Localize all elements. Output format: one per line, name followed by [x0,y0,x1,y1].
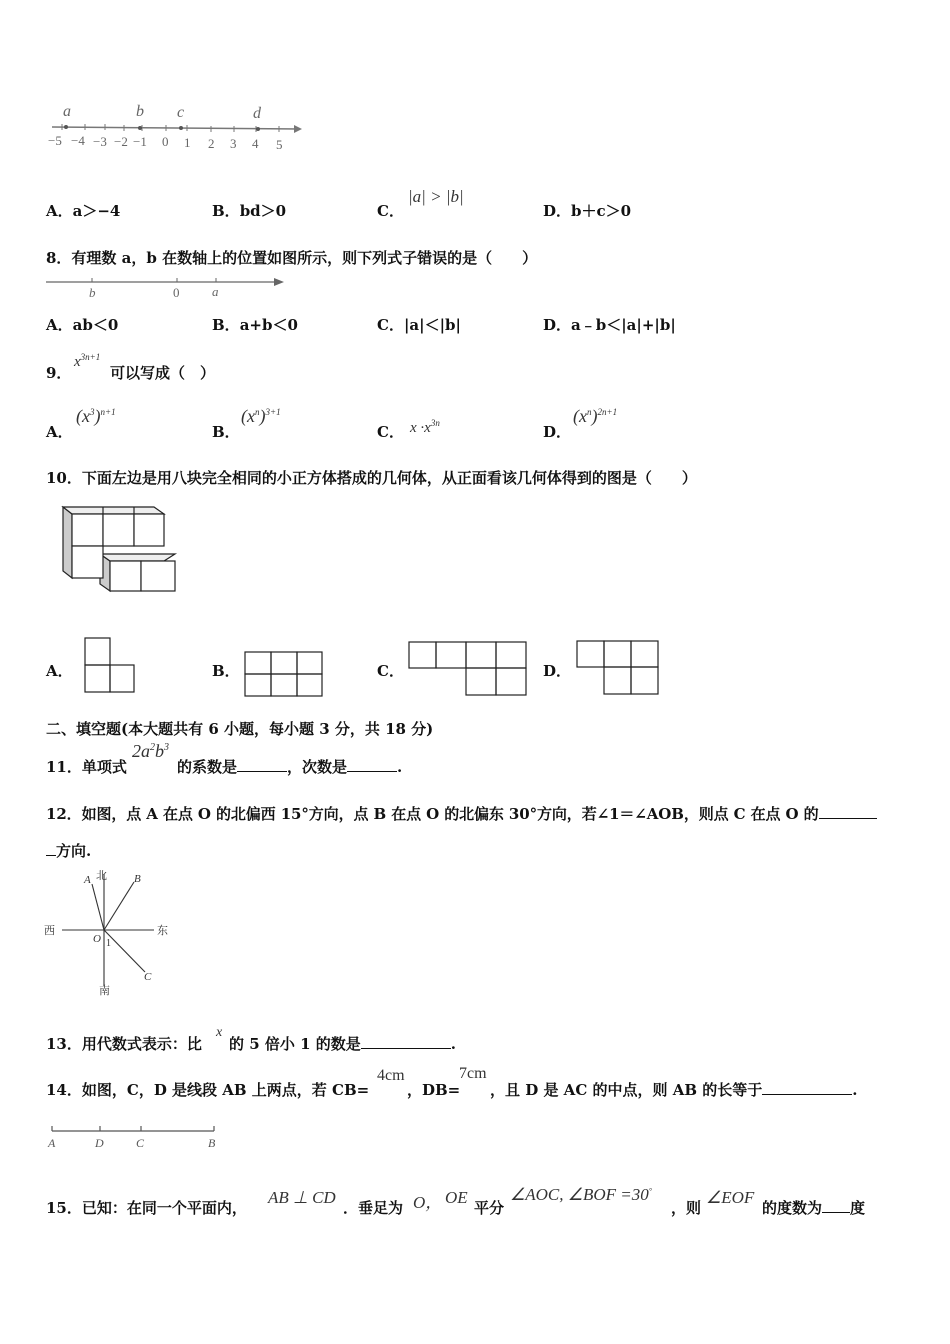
label-south: 南 [99,985,110,997]
q12-line1: 12．如图，点 A 在点 O 的北偏西 15°方向，点 B 在点 O 的北偏东 30°方向，若∠1＝∠AOB，则点 C 在点 O 的 [46,803,877,824]
label-east: 东 [157,925,168,937]
tick-label: 5 [276,137,283,152]
q11-pre: 11．单项式 [46,758,127,776]
q13-body: 的 5 倍小 1 的数是 . [229,1035,456,1053]
point-d: D [95,1136,104,1150]
axis-label-0: 0 [173,285,180,300]
q9-option-c-math: $x \cdot x^{3n}$ [410,418,440,436]
q14-cb: 4cm [377,1067,405,1084]
point-c: C [136,1136,145,1150]
q11-blank-degree[interactable] [347,757,397,772]
q15-perp: AB ⊥ CD [268,1188,336,1207]
q8-option-c[interactable]: C．|a|＜|b| [377,316,461,334]
q7-option-c[interactable]: C． [377,202,404,220]
q11-blank-coef[interactable] [237,757,287,772]
q15-blank[interactable] [822,1198,850,1213]
label-west: 西 [44,925,55,937]
q8-option-d[interactable]: D．a﹣b＜|a|+|b| [543,316,676,334]
q13-pre: 13．用代数式表示：比 [46,1035,202,1053]
q15-oe: OE [445,1188,468,1207]
q15-t2: 平分 [474,1199,505,1217]
label-a: A [84,874,91,886]
q8-option-b[interactable]: B．a+b＜0 [212,316,298,334]
q10-option-a-figure [84,637,136,695]
q10-option-d[interactable]: D． [543,662,572,680]
section-2-title: 二、填空题(本大题共有 6 小题，每小题 3 分，共 18 分) [46,720,434,738]
q10-option-b-figure [244,651,324,697]
q14-segment-figure [44,1122,224,1154]
q9-option-d-math: $(x^n)^{2n+1}$ [573,406,618,426]
q10-stem: 10．下面左边是用八块完全相同的小正方体搭成的几何体，从正面看该几何体得到的图是（ ） [46,469,697,487]
axis-label-b: b [89,285,96,300]
tick-label: 3 [230,136,237,151]
q15-body: 的度数为 度 [762,1199,866,1217]
tick-label: −1 [133,134,147,149]
q14-pre: 14．如图，C，D 是线段 AB 上两点，若 CB= [46,1081,370,1099]
q9-option-b-math: $(x^n)^{3+1}$ [241,406,281,426]
q7-number-line [44,98,309,154]
tick-label: 2 [208,136,215,151]
q12-line2: 方向. [46,840,91,861]
tick-label: −2 [114,134,128,149]
tick-label: −4 [71,133,85,148]
axis-letter-a: a [63,103,71,120]
label-b: B [134,873,141,885]
q7-option-d[interactable]: D．b＋c＞0 [543,202,632,220]
q9-number: 9． [46,364,72,382]
q10-option-c[interactable]: C． [377,662,404,680]
label-c: C [144,971,152,983]
q15-o: O， [413,1193,443,1212]
tick-label: 1 [184,135,191,150]
q11-monomial: $2a^2b^3$ [132,741,169,761]
label-north: 北 [96,870,107,882]
q9-option-d[interactable]: D． [543,423,572,441]
q13-blank[interactable] [361,1034,451,1049]
q12-direction-figure [42,866,177,998]
q15-pre: 15．已知：在同一个平面内， [46,1199,247,1217]
tick-label: −3 [93,134,107,149]
point-b: B [208,1136,216,1150]
q10-option-d-figure [576,640,662,696]
q15-eof: ∠EOF [706,1188,755,1207]
axis-letter-d: d [253,105,261,122]
q14-blank[interactable] [762,1080,852,1095]
q8-option-a[interactable]: A．ab＜0 [46,316,119,334]
q15-t1: ．垂足为 [343,1199,404,1217]
q12-blank-cont [46,841,56,856]
q11-body: 的系数是 ，次数是 . [177,758,403,776]
q12-blank[interactable] [819,804,877,819]
q14-db: 7cm [459,1065,487,1082]
q9-option-b[interactable]: B． [212,423,240,441]
q7-option-c-math: |a| > |b| [408,187,464,206]
q8-number-line [44,272,289,300]
q14-body: ，且 D 是 AC 的中点，则 AB 的长等于 . [490,1081,858,1099]
q14-mid: ，DB= [407,1081,461,1099]
q15-t3: ，则 [671,1199,702,1217]
tick-label: −5 [48,133,62,148]
q10-option-b[interactable]: B． [212,662,240,680]
q9-option-a-math: $(x^3)^{n+1}$ [76,406,116,426]
tick-label: 4 [252,136,259,151]
tick-label: 0 [162,134,169,149]
q13-x: x [216,1025,223,1040]
q10-option-c-figure [408,641,530,697]
q10-solid-figure [58,503,180,593]
q9-option-c[interactable]: C． [377,423,404,441]
axis-letter-c: c [177,104,185,121]
axis-letter-b: b [136,103,144,120]
label-o: O [93,933,101,945]
label-angle-1: 1 [106,938,111,949]
q9-tail: 可以写成（ ） [110,364,216,382]
q8-stem: 8．有理数 a，b 在数轴上的位置如图所示，则下列式子错误的是（ ） [46,249,538,267]
q10-option-a[interactable]: A． [46,662,73,680]
q9-option-a[interactable]: A． [46,423,73,441]
q9-power: $x^{3n+1}$ [74,352,101,370]
q15-angles: ∠AOC, ∠BOF =30° [510,1185,652,1204]
q7-option-a[interactable]: A．a＞−4 [46,202,121,220]
q7-option-b[interactable]: B．bd＞0 [212,202,287,220]
point-a: A [48,1136,56,1150]
axis-label-a: a [212,284,219,299]
